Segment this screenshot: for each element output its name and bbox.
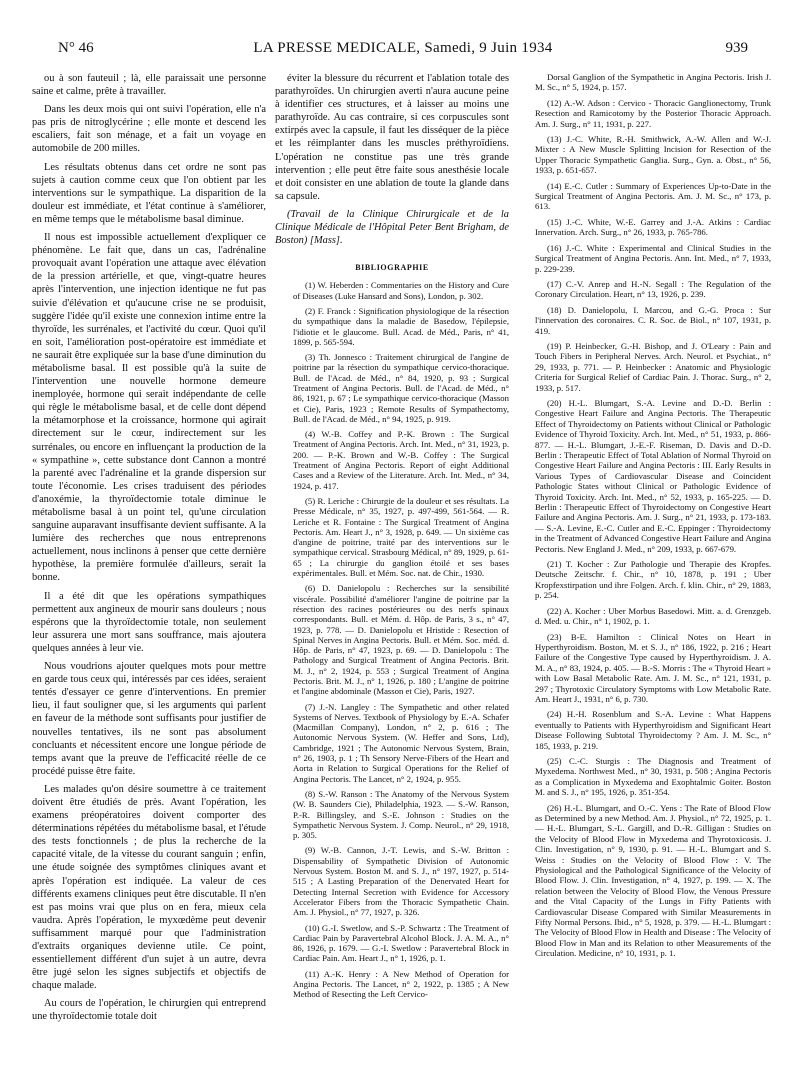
issue-number: N° 46 [58, 40, 94, 56]
reference-entry: (14) E.-C. Cutler : Summary of Experiences Up-to-Date in the Surgical Treatment of Angina Pectoris. Am. J. M. Sc., n° 173, p. 613. [535, 180, 771, 212]
page-header [58, 40, 748, 64]
reference-entry: (24) H.-H. Rosenblum and S.-A. Levine : What Happens eventually to Patients with Hyperthyroidism and Significant Heart Disease Following Subtotal Thyroidectomy ? Am. J. M. Sc., n° 185, 1933, p. 219. [535, 709, 771, 751]
reference-entry: (22) A. Kocher : Uber Morbus Basedowi. Mitt. a. d. Grenzgeb. d. Med. u. Chir., n° 1, 1902, p. 1. [535, 605, 771, 627]
paragraph: Dans les deux mois qui ont suivi l'opération, elle n'a pas pris de nitroglycérine ; elle monte et descend les escaliers, fait son ménage, et a fait un voyage en automobile de 200 milles. [32, 104, 266, 155]
reference-entry: (10) G.-I. Swetlow, and S.-P. Schwartz : The Treatment of Cardiac Pain by Paravertebral Alcohol Block. J. A. M. A., n° 86, 1926, p. 1679. — G.-I. Swetlow : Paravertebral Block in Cardiac Pain. Am. Heart J., n° 1, 1926, p. 1. [293, 922, 509, 964]
paragraph: Les malades qu'on désire soumettre à ce traitement doivent être étudiés de près. Avant l'opération, les examens préopératoires doivent comporter des déterminations répétées du métabolisme basal, et l'étude des tests fonctionnels ; de plus la recherche de la capacité vitale, de la vitesse du courant sanguin ; enfin, une étude soignée des symptômes cliniques avant et après l'opération est indiquée. La valeur de ces différents examens cliniques peut être discutable. Il n'en est pas moins vrai que plus on en fera, mieux cela vaudra. Après l'opération, le myxœdème peut devenir suffisamment marqué pour que l'administration d'extraits organiques devienne utile. Ce point, essentiellement différent d'un sujet à un autre, devra être jugé selon les signes subjectifs et objectifs de chaque malade. [32, 783, 266, 992]
reference-entry: (18) D. Danielopolu, I. Marcou, and G.-G. Proca : Sur l'innervation des coronaires. C. R. Soc. de Biol., n° 107, 1931, p. 419. [535, 304, 771, 336]
reference-entry: (9) W.-B. Cannon, J.-T. Lewis, and S.-W. Britton : Dispensability of Sympathetic Division of Autonomic Nervous System. Boston M. and S. J., n° 197, 1927, p. 514-515 ; A Lasting Preparation of the Denervated Heart for Detecting Internal Secretion with Evidence for Accessory Accelerator Fibers from the Thoracic Sympathetic Chain. Am. J. Physiol., n° 77, 1927, p. 326. [293, 845, 509, 918]
paragraph: Nous voudrions ajouter quelques mots pour mettre en garde tous ceux qui, intéressés par ces idées, seraient tentés d'essayer ce genre d'interventions. En premier lieu, il faut souligner que, si les arguments qui parlent en faveur de la méthode sont suffisants pour justifier de nouvelles tentatives, ils ne sont pas absolument concluants et nécessitent encore une longue période de temps avant que la preuve de l'efficacité réelle de ce procédé puisse être faite. [32, 661, 266, 777]
reference-entry: (4) W.-B. Coffey and P.-K. Brown : The Surgical Treatment of Angina Pectoris. Arch. Int. Med., n° 31, 1923, p. 200. — P.-K. Brown and W.-B. Coffey : The Surgical Treatment of Angina Pectoris. Report of eight Additional Cases and a Review of the Literature. Arch. Int. Med., n° 34, 1924, p. 417. [293, 429, 509, 491]
bibliography-title: BIBLIOGRAPHIE [355, 263, 429, 273]
paragraph: Il nous est impossible actuellement d'expliquer ce phénomène. Le fait que, dans un cas, l'adrénaline provoquait avant l'opération une attaque avec élévation de la pression artérielle, et que, vingt-quatre heures après l'intervention, une injection identique ne fut pas suivie d'élévation et qu'aucune crise ne se produisit, suggère l'idée qu'il existe une connexion intime entre la thyroïde, les surrénales, et l'activité du cœur. Quoi qu'il en soit, l'amélioration post-opératoire est immédiate et ne saurait être expliquée sur la base d'une diminution du métabolisme basal. Il est possible qu'à la suite de l'intervention une nouvelle hormone demeure inemployée, hormone qui serait indépendante de celle qui règle le métabolisme basal, et de celle dont dépend la métamorphose et la croissance, hormone qui agirait directement sur le cœur, indirectement sur les surrénales, ou encore en influençant la production de la « sympathine », cette substance dont Cannon a montré la parenté avec l'adrénaline et la grande dispersion sur toute l'économie. Les crises traduisent des périodes d'anoxémie, la thyroïdectomie totale diminue le métabolisme basal à un point tel, qu'une circulation sanguine auparavant insuffisante devient suffisante. A la lumière des recherches que nous entreprenons actuellement, nous inclinons à penser que cette dernière hypothèse, la première formulée d'ailleurs, serait la bonne. [32, 232, 266, 584]
reference-entry: (2) F. Franck : Signification physiologique de la résection du sympathique dans la maladie de Basedow, l'épilepsie, l'idiotie et le glaucome. Bull. Acad. de Méd., Paris, n° 41, 1899, p. 565-594. [293, 305, 509, 347]
paragraph: Les résultats obtenus dans cet ordre ne sont pas sujets à caution comme ceux que l'on obtient par les interventions sur le sympathique. La disparition de la douleur est immédiate, et l'état continue à s'améliorer, en même temps que le métabolisme basal diminue. [32, 161, 266, 225]
reference-entry: (8) S.-W. Ranson : The Anatomy of the Nervous System (W. B. Saunders Cie), Philadelphia, 1923. — S.-W. Ranson, P.-R. Billingsley, and S.-E. Johnson : Studies on the Sympathetic Nervous System. J. Comp. Neurol., n° 29, 1918, p. 305. [293, 788, 509, 841]
paragraph: ou à son fauteuil ; là, elle paraissait une personne saine et calme, prête à travailler. [32, 73, 266, 98]
reference-entry: (7) J.-N. Langley : The Sympathetic and other related Systems of Nerves. Textbook of Physiology by E.-A. Schafer (Macmillan Company), London, n° 2, p. 616 ; The Autonomic Nervous System. (W. Heffer and Sons, Ltd), Cambridge, 1921 ; The Autonomic Nervous System, Brain, n° 26, 1903, p. 1 ; Th Sensory Nerve-Fibers of the Heart and Aorta in Relation to Surgical Operations for the Relief of Angina Pectoris. The Lancet, n° 2, 1924, p. 955. [293, 701, 509, 784]
reference-entry: (11) A.-K. Henry : A New Method of Operation for Angina Pectoris. The Lancet, n° 2, 1922, p. 1385 ; A New Method of Resecting the Left Cervico- [293, 968, 509, 1000]
reference-entry: (21) T. Kocher : Zur Pathologie und Therapie des Kropfes. Deutsche Zeitschr. f. Chir., n° 10, 1878, p. 191 ; Uber Kropfexstirpation und ihre Folgen. Arch. f. klin. Chir., n° 29, 1883, p. 254. [535, 559, 771, 601]
affiliation-caption: (Travail de la Clinique Chirurgicale et de la Clinique Médicale de l'Hôpital Peter Bent Brigham, de Boston) [Mass]. [275, 208, 509, 247]
reference-list [517, 72, 771, 959]
journal-title: LA PRESSE MEDICALE, Samedi, 9 Juin 1934 [253, 40, 553, 56]
reference-entry: (1) W. Heberden : Commentaries on the History and Cure of Diseases (Luke Hansard and Sons), London, p. 302. [293, 280, 509, 301]
reference-entry: (13) J.-C. White, R.-H. Smithwick, A.-W. Allen and W.-J. Mixter : A New Muscle Splitting Incision for Resection of the Upper Thoracic Sympathetic Ganglia. Surg., Gyn. a. Obst., n° 56, 1933, p. 651-657. [535, 134, 771, 176]
reference-entry: (5) R. Leriche : Chirurgie de la douleur et ses résultats. La Presse Médicale, n° 35, 1927, p. 497-499, 561-564. — R. Leriche et R. Fontaine : The Surgical Treatment of Angina Pectoris. Am. Heart J., n° 3, 1928, p. 649. — Un sixième cas d'angine de poitrine, traité par des interventions sur le sympathique cervical. Strasbourg Médical, n° 89, 1929, p. 61-65 ; La chirurgie du ganglion étoilé et ses bases expérimentales. Bull. et Mém. Soc. nat. de Chir., 1930. [293, 495, 509, 579]
reference-entry: Dorsal Ganglion of the Sympathetic in Angina Pectoris. Irish J. M. Sc., n° 5, 1924, p. 157. [535, 72, 771, 93]
reference-entry: (25) C.-C. Sturgis : The Diagnosis and Treatment of Myxedema. Northwest Med., n° 30, 1931, p. 508 ; Angina Pectoris as a Complication in Myxedema and Exophtalmic Goiter. Boston M. and S. J., n° 195, 1926, p. 351-354. [535, 755, 771, 798]
reference-entry: (23) B-E. Hamilton : Clinical Notes on Heart in Hyperthyroidism. Boston, M. et S. J., n° 186, 1922, p. 216 ; Heart Failure of the Congestive Type caused by Hyperthyroidism. J. A. M. A., n° 83, 1924, p. 405. — B.-S. Morris : The « Thyroid Heart » with Low Basal Metabolic Rate. Am. J. M. Sc., n° 121, 1931, p. 297 ; Thyrotoxic Circulatory Symptoms with Low Metabolic Rate. Am. Heart J., 1931, n° 6, p. 730. [535, 631, 771, 704]
paragraph: éviter la blessure du récurrent et l'ablation totale des parathyroïdes. Un chirurgien averti n'aura aucune peine à identifier ces structures, et à laisser au moins une parathyroïde. Au cas contraire, si ces corpuscules sont extirpés avec la capsule, il faut les disséquer de la pièce et les réimplanter dans les muscles préthyroïdiens. L'opération ne constitue pas une très grande intervention ; elle peut être faite sous anesthésie locale et doit consister en une ablation de toute la glande dans sa capsule. [275, 73, 509, 202]
reference-list [275, 280, 509, 999]
paragraph: Au cours de l'opération, le chirurgien qui entreprend une thyroïdectomie totale doit [32, 998, 266, 1023]
paragraph: Il a été dit que les opérations sympathiques permettent aux angineux de mourir sans douleurs ; nous espérons que la thyroïdectomie totale, non seulement leur assurera une mort sans souffrance, mais ajoutera quelques années à leur vie. [32, 590, 266, 654]
reference-entry: (16) J.-C. White : Experimental and Clinical Studies in the Surgical Treatment of Angina Pectoris. Ann. Int. Med., n° 7, 1933, p. 229-239. [535, 242, 771, 274]
reference-entry: (19) P. Heinbecker, G.-H. Bishop, and J. O'Leary : Pain and Touch Fibers in Peripheral Nerves. Arch. Neurol. et Psychiat., n° 29, 1933, p. 771. — P. Heinbecker : Anatomic and Physiologic Criteria for Surgical Relief of Cardiac Pain. J. Thorac. Surg., n° 2, 1933, p. 517. [535, 340, 771, 393]
column-right [517, 72, 771, 959]
reference-entry: (20) H.-L. Blumgart, S.-A. Levine and D.-D. Berlin : Congestive Heart Failure and Angina Pectoris. The Therapeutic Effect of Thyroidectomy on Patients without Clinical or Pathologic Evidence of Thyroid Toxicity. Arch. Int. Med., n° 51, 1933, p. 866-877. — H.-L. Blumgart, J.-E.-F. Riseman, D. Davis and D.-D. Berlin : Therapeutic Effect of Total Ablation of Normal Thyroid on Congestive Heart Failure and Angina Pectoris : III. Early Results in Various Types of Cardiovascular Disease and Coincident Pathologic States without Clinical or Pathologic Evidence of Thyroid Toxicity. Arch. Int. Med., n° 52, 1933, p. 165-225. — D. Berlin : Therapeutic Effect of Thyroidectomy on Congestive Heart Failure and Angina Pectoris. Am. J. Surg., n° 21, 1933, p. 173-183. — S.-A. Levine, E.-C. Cutler and E.-C. Eppinger : Thyroidectomy in the Treatment of Advanced Congestive Heart Failure and Angina Pectoris. New England J. Med., n° 209, 1933, p. 667-679. [535, 397, 771, 554]
reference-entry: (3) Th. Jonnesco : Traitement chirurgical de l'angine de poitrine par la résection du sympathique cervico-thoracique. Bull. de l'Acad. de Méd., n° 84, 1920, p. 93 ; Surgical Treatment of Angina Pectoris. Bull. de l'Acad. de Méd., n° 86, 1921, p. 67 ; Le sympathique cervico-thoracique (Masson et Cie), Paris, 1923 ; Remote Results of Sympathectomy, Bull. de l'Acad. de Méd., n° 94, 1925, p. 919. [293, 352, 509, 424]
reference-entry: (15) J.-C. White, W.-E. Garrey and J.-A. Atkins : Cardiac Innervation. Arch. Surg., n° 26, 1933, p. 765-786. [535, 216, 771, 238]
page-number: 939 [725, 40, 748, 56]
reference-entry: (17) C.-V. Anrep and H.-N. Segall : The Regulation of the Coronary Circulation. Heart, n° 13, 1926, p. 239. [535, 278, 771, 300]
reference-entry: (26) H.-L. Blumgart, and O.-C. Yens : The Rate of Blood Flow as Determined by a new Method. Am. J. Physiol., n° 72, 1925, p. 1. — H.-L. Blumgart, S.-L. Gargill, and D.-R. Gilligan : Studies on the Velocity of Blood Flow in Myxedema and Thyrotoxicosis. J. Clin. Investigation, n° 9, 1930, p. 91. — H.-L. Blumgart and S. Weiss : Studies on the Velocity of Blood Flow : V. The Physiological and the Pathological Significance of the Velocity of Blood Flow. J. Clin. Investigation, n° 4, 1927, p. 199. — X. The relation between the Velocity of Blood Flow, the Venous Pressure and the Vital Capacity of the Lungs in Fifty Patients with Cardiovascular Disease Compared with Similar Measurements in Fifty Normal Persons. Ibid., n° 5, 1928, p. 379. — H.-L. Blumgart : The Velocity of Blood Flow in Health and Disease : The Velocity of Blood Flow in Man and its Relation to other Measurements of the Circulation. Medicine, n° 10, 1931, p. 1. [535, 802, 771, 959]
column-middle [275, 72, 509, 1000]
reference-entry: (6) D. Danielopolu : Recherches sur la sensibilité viscérale. Possibilité d'améliorer l'angine de poitrine par la résection des racines postérieures ou des nerfs spinaux correspondants. Bull. et Mém. d. Hôp. de Paris, 3 s., n° 47, 1923, p. 778. — D. Danielopolu et Hristide : Resection of Spinal Nerves in Angina Pectoris. Bull. et Mém. Soc. méd. d. Hôp. de Paris, n° 47, 1923, p. 69. — D. Danielopolu : The Pathology and Surgical Treatment of Angina Pectoris. Brit. M. J., n° 2, 1924, p. 553 ; Surgical Treatment of Angina Pectoris. Brit. M. J., n° 1, 1926, p. 180 ; L'angine de poitrine et l'angine abdominale (Masson et Cie), Paris, 1927. [293, 583, 509, 697]
reference-entry: (12) A.-W. Adson : Cervico - Thoracic Ganglionectomy, Trunk Resection and Ramicotomy by the Posterior Thoracic Approach. Am. J. Surg., n° 11, 1931, p. 227. [535, 97, 771, 129]
column-left [32, 72, 266, 1024]
